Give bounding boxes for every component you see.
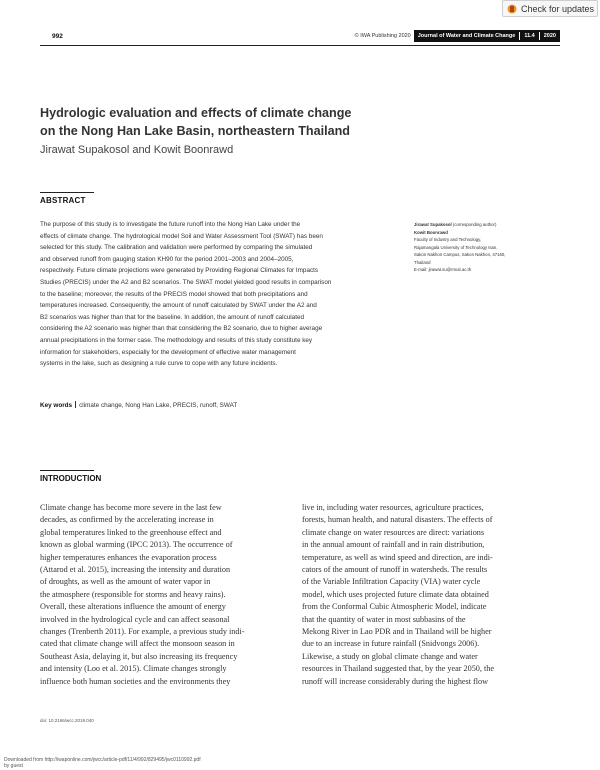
check-for-updates-button[interactable] xyxy=(502,0,598,17)
body-line: resources in Thailand suggested that, by the year 2050, the xyxy=(302,664,494,674)
keywords-separator xyxy=(75,401,76,408)
body-line: climate change on water resources are direct: variations xyxy=(302,527,485,537)
abstract-line: to the baseline; moreover, the results of the PRECIS model showed that both precipitations and xyxy=(40,290,308,298)
body-line: temperature, as well as wind speed and direction, are indi- xyxy=(302,552,493,562)
title-line: on the Nong Han Lake Basin, northeastern Thailand xyxy=(40,124,350,138)
article-title xyxy=(40,104,440,140)
body-line: (Attarod et al. 2015), increasing the intensity and duration xyxy=(40,565,231,575)
journal-year: 2020 xyxy=(543,33,556,39)
body-line: involved in the hydrological cycle and can affect seasonal xyxy=(40,614,230,624)
keywords xyxy=(40,401,402,409)
header-separator xyxy=(539,32,540,40)
body-line: known as global warming (IPCC 2013). The occurrence of xyxy=(40,540,233,550)
journal-volume: 11.4 xyxy=(524,33,535,39)
introduction-heading: INTRODUCTION xyxy=(40,474,102,483)
body-line: cated that climate change will affect the monsoon season in xyxy=(40,639,235,649)
abstract-rule xyxy=(40,192,94,193)
running-header xyxy=(355,30,560,42)
abstract-line: and observed runoff from gauging station KH90 for the period 2001–2003 and 2004–2005, xyxy=(40,255,294,263)
journal-bar xyxy=(414,30,560,42)
doi[interactable]: doi: 10.2166/wcc.2019.040 xyxy=(40,718,94,723)
update-check-icon xyxy=(507,4,517,14)
header-separator xyxy=(519,32,520,40)
body-line: Southeast Asia, delaying it, but also increasing its frequency xyxy=(40,651,238,661)
affiliation-line: Thailand xyxy=(414,259,431,265)
body-line: influence both human societies and the environments they xyxy=(40,676,231,686)
body-line: higher temperatures enhances the evaporation process xyxy=(40,552,217,562)
publisher-copyright: © IWA Publishing 2020 xyxy=(354,33,411,39)
corresponding-author-name: Jirawat Supakosol xyxy=(414,222,452,227)
abstract-line: temperatures increased. Consequently, the amount of runoff calculated by SWAT under the A2 and xyxy=(40,302,317,310)
download-footer xyxy=(4,757,201,769)
body-line: that the quantity of water in most subbasins of the xyxy=(302,614,466,624)
body-line: due to an increase in future rainfall (Snidvongs 2006). xyxy=(302,639,480,649)
body-line: Likewise, a study on global climate change and water xyxy=(302,651,478,661)
coauthor-name: Kowit Boonrawd xyxy=(414,229,448,235)
body-line: cators of the amount of runoff in watersheds. The results xyxy=(302,565,488,575)
abstract-line: information for stakeholders, especially for the development of effective water management xyxy=(40,348,296,356)
introduction-column-right xyxy=(302,502,558,688)
body-line: Mekong River in Lao PDR and in Thailand will be higher xyxy=(302,627,492,637)
abstract-line: systems in the lake, such as designing a rule curve to cope with any future incidents. xyxy=(40,360,278,368)
affiliation-line: Rajamangala University of Technology Isan, xyxy=(414,244,498,250)
abstract-line: annual precipitations in the former case. The methodology and results of this study constitute key xyxy=(40,336,313,344)
body-line: model, which uses projected future climate data obtained xyxy=(302,589,489,599)
page-number: 992 xyxy=(52,33,63,40)
body-line: the atmosphere (responsible for storms and heavy rains). xyxy=(40,589,226,599)
abstract-body xyxy=(40,219,402,370)
affiliation-line: Sakon Nakhon Campus, Sakon Nakhon, 47160, xyxy=(414,252,506,257)
abstract-line: The purpose of this study is to investigate the future runoff into the Nong Han Lake under the xyxy=(40,221,301,228)
body-line: of the Variable Infiltration Capacity (VIA) water cycle xyxy=(302,577,481,587)
body-line: and intensity (Loo et al. 2015). Climate changes strongly xyxy=(40,664,227,674)
body-line: in the annual amount of rainfall and in rain distribution, xyxy=(302,540,485,550)
body-line: Overall, these alterations influence the amount of energy xyxy=(40,602,226,612)
abstract-heading: ABSTRACT xyxy=(40,196,86,205)
body-line: live in, including water resources, agriculture practices, xyxy=(302,503,484,512)
check-for-updates-label: Check for updates xyxy=(521,3,595,14)
body-line: runoff will increase considerably during the highest flow xyxy=(302,676,489,686)
keywords-label: Key words xyxy=(40,402,73,409)
introduction-rule xyxy=(40,470,94,471)
abstract-line: effects of climate change. The hydrological model Soil and Water Assessment Tool (SWAT) has been xyxy=(40,232,323,240)
abstract-line: B2 scenarios was higher than that for the baseline. In addition, the amount of runoff calculated xyxy=(40,313,305,321)
introduction-column-left xyxy=(40,502,296,688)
header-rule xyxy=(40,45,560,46)
download-line[interactable]: Downloaded from http://iwaponline.com/jwcc/article-pdf/11/4/992/829495/jwc0110992.pdf xyxy=(4,757,201,763)
corresponding-author-note: (corresponding author) xyxy=(451,222,497,227)
abstract-line: respectively. Future climate projections were generated by Providing Regional Climates for Impacts xyxy=(40,267,319,275)
download-by-line: by guest xyxy=(4,763,23,769)
journal-name: Journal of Water and Climate Change xyxy=(417,33,516,39)
abstract-line: considering the A2 scenario was higher than that considering the B2 scenario, due to higher average xyxy=(40,325,323,333)
article-authors: Jirawat Supakosol and Kowit Boonrawd xyxy=(40,144,234,156)
author-email: E-mail: jirawat.su@rmuti.ac.th xyxy=(414,267,472,272)
body-line: Climate change has become more severe in the last few xyxy=(40,503,222,512)
keywords-list: climate change, Nong Han Lake, PRECIS, runoff, SWAT xyxy=(79,402,238,409)
body-line: forests, human health, and natural disasters. The effects of xyxy=(302,515,493,525)
body-line: global temperatures linked to the greenhouse effect and xyxy=(40,527,222,537)
affiliation-line: Faculty of Industry and Technology, xyxy=(414,237,482,242)
author-affiliation xyxy=(414,221,564,274)
body-line: from the Conformal Cubic Atmospheric Model, indicate xyxy=(302,602,487,612)
abstract-line: selected for this study. The calibration and validation were performed by comparing the simulated xyxy=(40,244,313,252)
body-line: decades, as confirmed by the accelerating increase in xyxy=(40,515,214,525)
body-line: of droughts, as well as the amount of water vapor in xyxy=(40,577,211,587)
body-line: changes (Trenberth 2011). For example, a previous study indi- xyxy=(40,627,245,637)
title-line: Hydrologic evaluation and effects of climate change xyxy=(40,106,352,120)
abstract-line: Studies (PRECIS) under the A2 and B2 scenarios. The SWAT model yielded good results in comparison xyxy=(40,278,332,286)
